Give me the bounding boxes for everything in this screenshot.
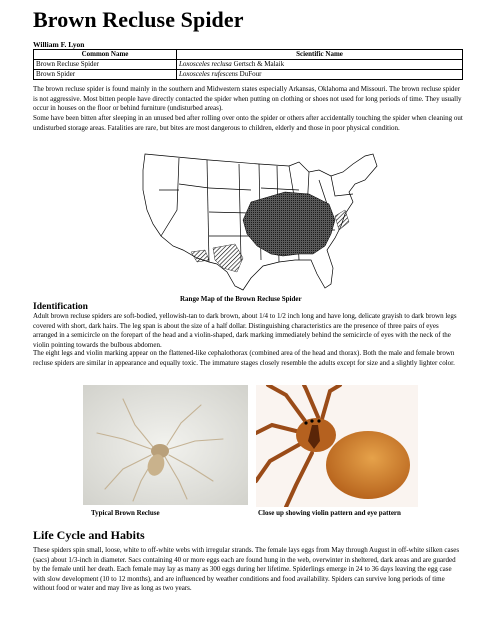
names-table xyxy=(33,49,463,80)
common-name-cell: Brown Spider xyxy=(34,70,177,80)
scientific-author: DuFour xyxy=(237,70,262,78)
common-name-cell: Brown Recluse Spider xyxy=(34,60,177,70)
scientific-name: Loxosceles rufescens xyxy=(179,70,238,78)
scientific-name-cell xyxy=(177,60,463,70)
table-row xyxy=(34,60,463,70)
brown-recluse-photo xyxy=(83,385,248,505)
scientific-author: Gertsch & Malaik xyxy=(231,60,285,68)
table-row xyxy=(34,70,463,80)
table-header-row xyxy=(34,50,463,60)
identification-paragraph-1: Adult brown recluse spiders are soft-bodied, yellowish-tan to dark brown, about 1/4 to 1/2 inch long and have long, delicate grayish to dark brown legs covered with short, dark hairs. The leg span is about the size of a half dollar. Distinguishing characteristics are the presence of three pairs of eyes arranged in a semicircle on the forepart of the head and a violin-shaped, dark marking immediately behind the semicircle of eyes with the neck of the violin pointing towards the bulbous abdomen. xyxy=(33,312,457,349)
map-caption: Range Map of the Brown Recluse Spider xyxy=(180,295,302,303)
life-cycle-paragraph: These spiders spin small, loose, white to off-white webs with irregular strands. The female lays eggs from May through August in off-white silken cases (sacs) about 1/3-inch in diameter. Sacs containing 40 or more eggs each are found hung in the web, overwinter in sheltered, dark areas and are guarded by the female until her death. Each female may lay as many as 300 eggs during her lifetime. Spiderlings emerge in 24 to 36 days leaving the egg case with slow development (10 to 12 months), and are influenced by weather conditions and food availability. Spiders can survive long periods of time without food or water and may live as long as two years. xyxy=(33,546,460,592)
intro-paragraph-1: The brown recluse spider is found mainly in the southern and Midwestern states especially Arkansas, Oklahoma and Missouri. The brown recluse spider is not aggressive. Most bitten people have directly contacted the spider when putting on clothing or shoes not used for long periods of time. They usually occur in houses on the floor or behind furniture (undisturbed areas). xyxy=(33,85,462,112)
scientific-name: Loxosceles reclusa xyxy=(179,60,232,68)
life-cycle-heading: Life Cycle and Habits xyxy=(33,528,145,542)
photo-caption-2: Close up showing violin pattern and eye pattern xyxy=(258,509,401,517)
page-title: Brown Recluse Spider xyxy=(33,7,244,32)
range-map xyxy=(139,150,380,296)
table-header: Scientific Name xyxy=(177,50,463,60)
violin-pattern-closeup-photo xyxy=(256,385,418,507)
intro-paragraph-2: Some have been bitten after sleeping in an unused bed after rolling over onto the spider or others after accidentally touching the spider when cleaning out undisturbed storage areas. Fatalities are rare, but bites are most dangerous to children, elderly and those in poor physical condition. xyxy=(33,114,463,132)
identification-heading: Identification xyxy=(33,302,88,312)
scientific-name-cell xyxy=(177,70,463,80)
photo-caption-1: Typical Brown Recluse xyxy=(91,509,160,517)
identification-paragraph-2: The eight legs and violin marking appear on the flattened-like cephalothorax (combined area of the head and thorax). Both the male and female brown recluse spiders are similar in appearance and equally toxic. The immature stages closely resemble the adults except for size and a slightly lighter color. xyxy=(33,349,455,367)
author: William F. Lyon xyxy=(33,40,85,49)
table-header: Common Name xyxy=(34,50,177,60)
